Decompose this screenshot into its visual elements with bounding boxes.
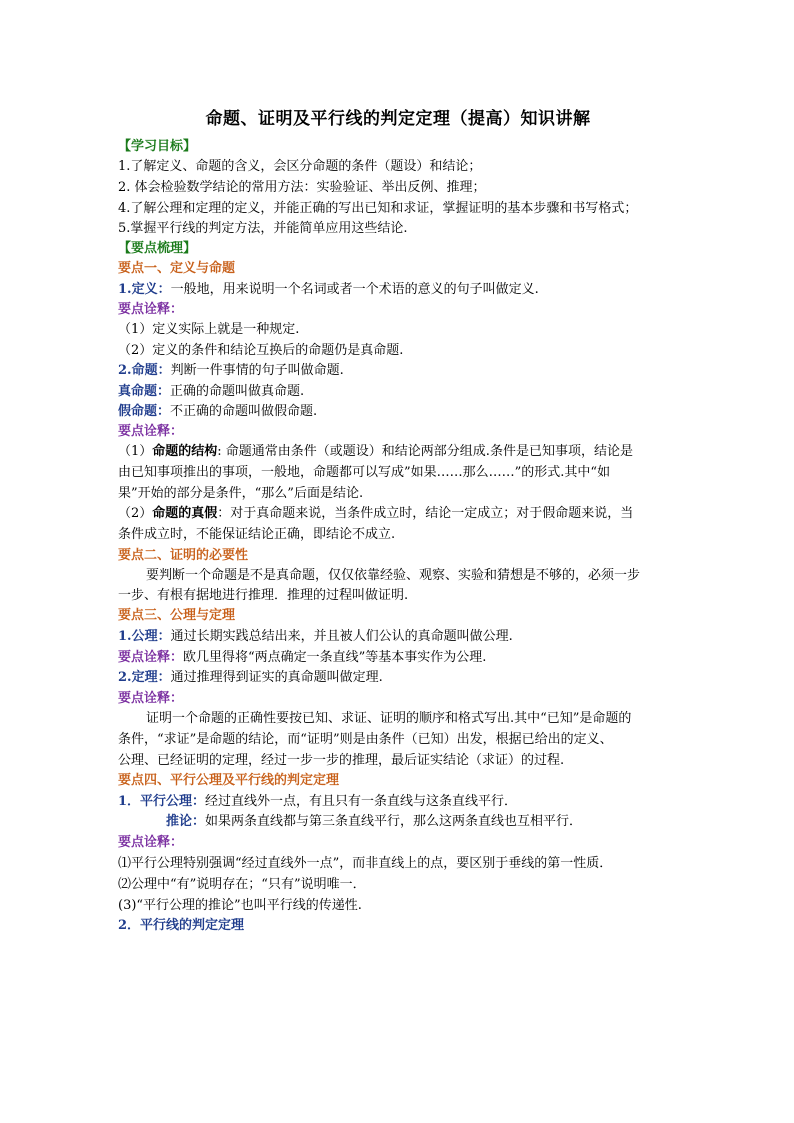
theorem-line	[118, 668, 684, 688]
corollary-label: 推论：	[166, 814, 206, 829]
structure-line-2: 由已知事项推出的事项，一般地，命题都可以写成”如果……那么……”的形式.其中“如	[118, 465, 611, 480]
definition-text: 一般地，用来说明一个名词或者一个术语的意义的句子叫做定义.	[170, 282, 539, 297]
axiom-text: 通过长期实践总结出来，并且被人们公认的真命题叫做公理.	[170, 629, 513, 644]
axiom-note-text: 欧几里得将“两点确定一条直线”等基本事实作为公理.	[183, 650, 487, 665]
note-label: 要点诠释：	[118, 691, 184, 706]
true-proposition-text: 正确的命题叫做真命题.	[170, 384, 305, 399]
false-proposition-line	[118, 402, 684, 422]
truth-line-1	[118, 504, 684, 524]
section-heading-2: 要点二、证明的必要性	[118, 548, 249, 563]
section-heading-4: 要点四、平行公理及平行线的判定定理	[118, 773, 340, 788]
definition-line	[118, 280, 684, 300]
proposition-label: 2.命题：	[118, 363, 171, 378]
structure-line-1	[118, 442, 684, 462]
page-title: 命题、证明及平行线的判定定理（提高）知识讲解	[205, 109, 591, 129]
proof-necessity-line-2: 一步、有根有据地进行推理．推理的过程叫做证明.	[118, 588, 409, 603]
section-heading-3: 要点三、公理与定理	[118, 608, 236, 623]
goal-item: 2. 体会检验数学结论的常用方法：实验验证、举出反例、推理；	[118, 180, 486, 195]
goal-item: 4.了解公理和定理的定义，并能正确的写出已知和求证，掌握证明的基本步骤和书写格式；	[118, 201, 638, 216]
goal-item: 1.了解定义、命题的含义，会区分命题的条件（题设）和结论；	[118, 159, 482, 174]
note-item: （2）定义的条件和结论互换后的命题仍是真命题.	[118, 343, 404, 358]
goal-item: 5.掌握平行线的判定方法，并能简单应用这些结论.	[118, 221, 408, 236]
corollary-line	[118, 812, 732, 832]
truth-line-2: 条件成立时，不能保证结论正确，即结论不成立.	[118, 527, 396, 542]
definition-label: 1.定义：	[118, 282, 171, 297]
structure-text: : 命题通常由条件（或题设）和结论两部分组成.条件是已知事项，结论是	[217, 444, 633, 459]
theorem-label: 2.定理：	[118, 670, 171, 685]
true-proposition-label: 真命题：	[118, 384, 171, 399]
structure-line-3: 果”开始的部分是条件，“那么”后面是结论.	[118, 486, 364, 501]
corollary-text: 如果两条直线都与第三条直线平行，那么这两条直线也互相平行．	[205, 814, 583, 829]
note-label: 要点诠释：	[118, 835, 184, 850]
note-item: ⑵公理中“有”说明存在；“只有”说明唯一．	[118, 877, 366, 892]
section-heading-1: 要点一、定义与命题	[118, 261, 236, 276]
structure-prefix: （1）	[118, 444, 153, 459]
note-label: 要点诠释：	[118, 302, 184, 317]
proposition-line	[118, 361, 684, 381]
note-label: 要点诠释：	[118, 424, 184, 439]
proof-format-line-1: 证明一个命题的正确性要按已知、求证、证明的顺序和格式写出.其中“已知”是命题的	[146, 711, 632, 726]
note-item: ⑴平行公理特别强调“经过直线外一点”，而非直线上的点，要区别于垂线的第一性质．	[118, 856, 613, 871]
truth-label: 命题的真假	[152, 506, 218, 521]
parallel-axiom-text: 经过直线外一点，有且只有一条直线与这条直线平行．	[205, 794, 518, 809]
outline-heading: 【要点梳理】	[118, 241, 197, 256]
note-item: （1）定义实际上就是一种规定.	[118, 322, 300, 337]
false-proposition-label: 假命题：	[118, 404, 171, 419]
truth-text: ：对于真命题来说，当条件成立时，结论一定成立；对于假命题来说，当	[217, 506, 634, 521]
proposition-text: 判断一件事情的句子叫做命题.	[170, 363, 344, 378]
true-proposition-line	[118, 382, 684, 402]
note-label: 要点诠释：	[118, 650, 184, 665]
parallel-axiom-label: 1．平行公理：	[118, 794, 206, 809]
proof-format-line-3: 公理、已经证明的定理，经过一步一步的推理，最后证实结论（求证）的过程.	[118, 753, 565, 768]
note-item: (3)“平行公理的推论”也叫平行线的传递性.	[118, 898, 362, 913]
theorem-text: 通过推理得到证实的真命题叫做定理.	[170, 670, 383, 685]
judgement-theorem-heading: 2．平行线的判定定理	[118, 918, 245, 933]
axiom-label: 1.公理：	[118, 629, 171, 644]
proof-necessity-line-1: 要判断一个命题是不是真命题，仅仅依靠经验、观察、实验和猜想是不够的，必须一步	[146, 568, 641, 583]
axiom-line	[118, 627, 684, 647]
false-proposition-text: 不正确的命题叫做假命题.	[170, 404, 318, 419]
truth-prefix: （2）	[118, 506, 153, 521]
parallel-axiom-line	[118, 792, 684, 812]
axiom-note-line	[118, 648, 684, 668]
structure-label: 命题的结构	[152, 444, 218, 459]
goals-heading: 【学习目标】	[118, 139, 197, 154]
proof-format-line-2: 条件，“求证”是命题的结论，而“证明”则是由条件（已知）出发，根据已给出的定义、	[118, 732, 613, 747]
